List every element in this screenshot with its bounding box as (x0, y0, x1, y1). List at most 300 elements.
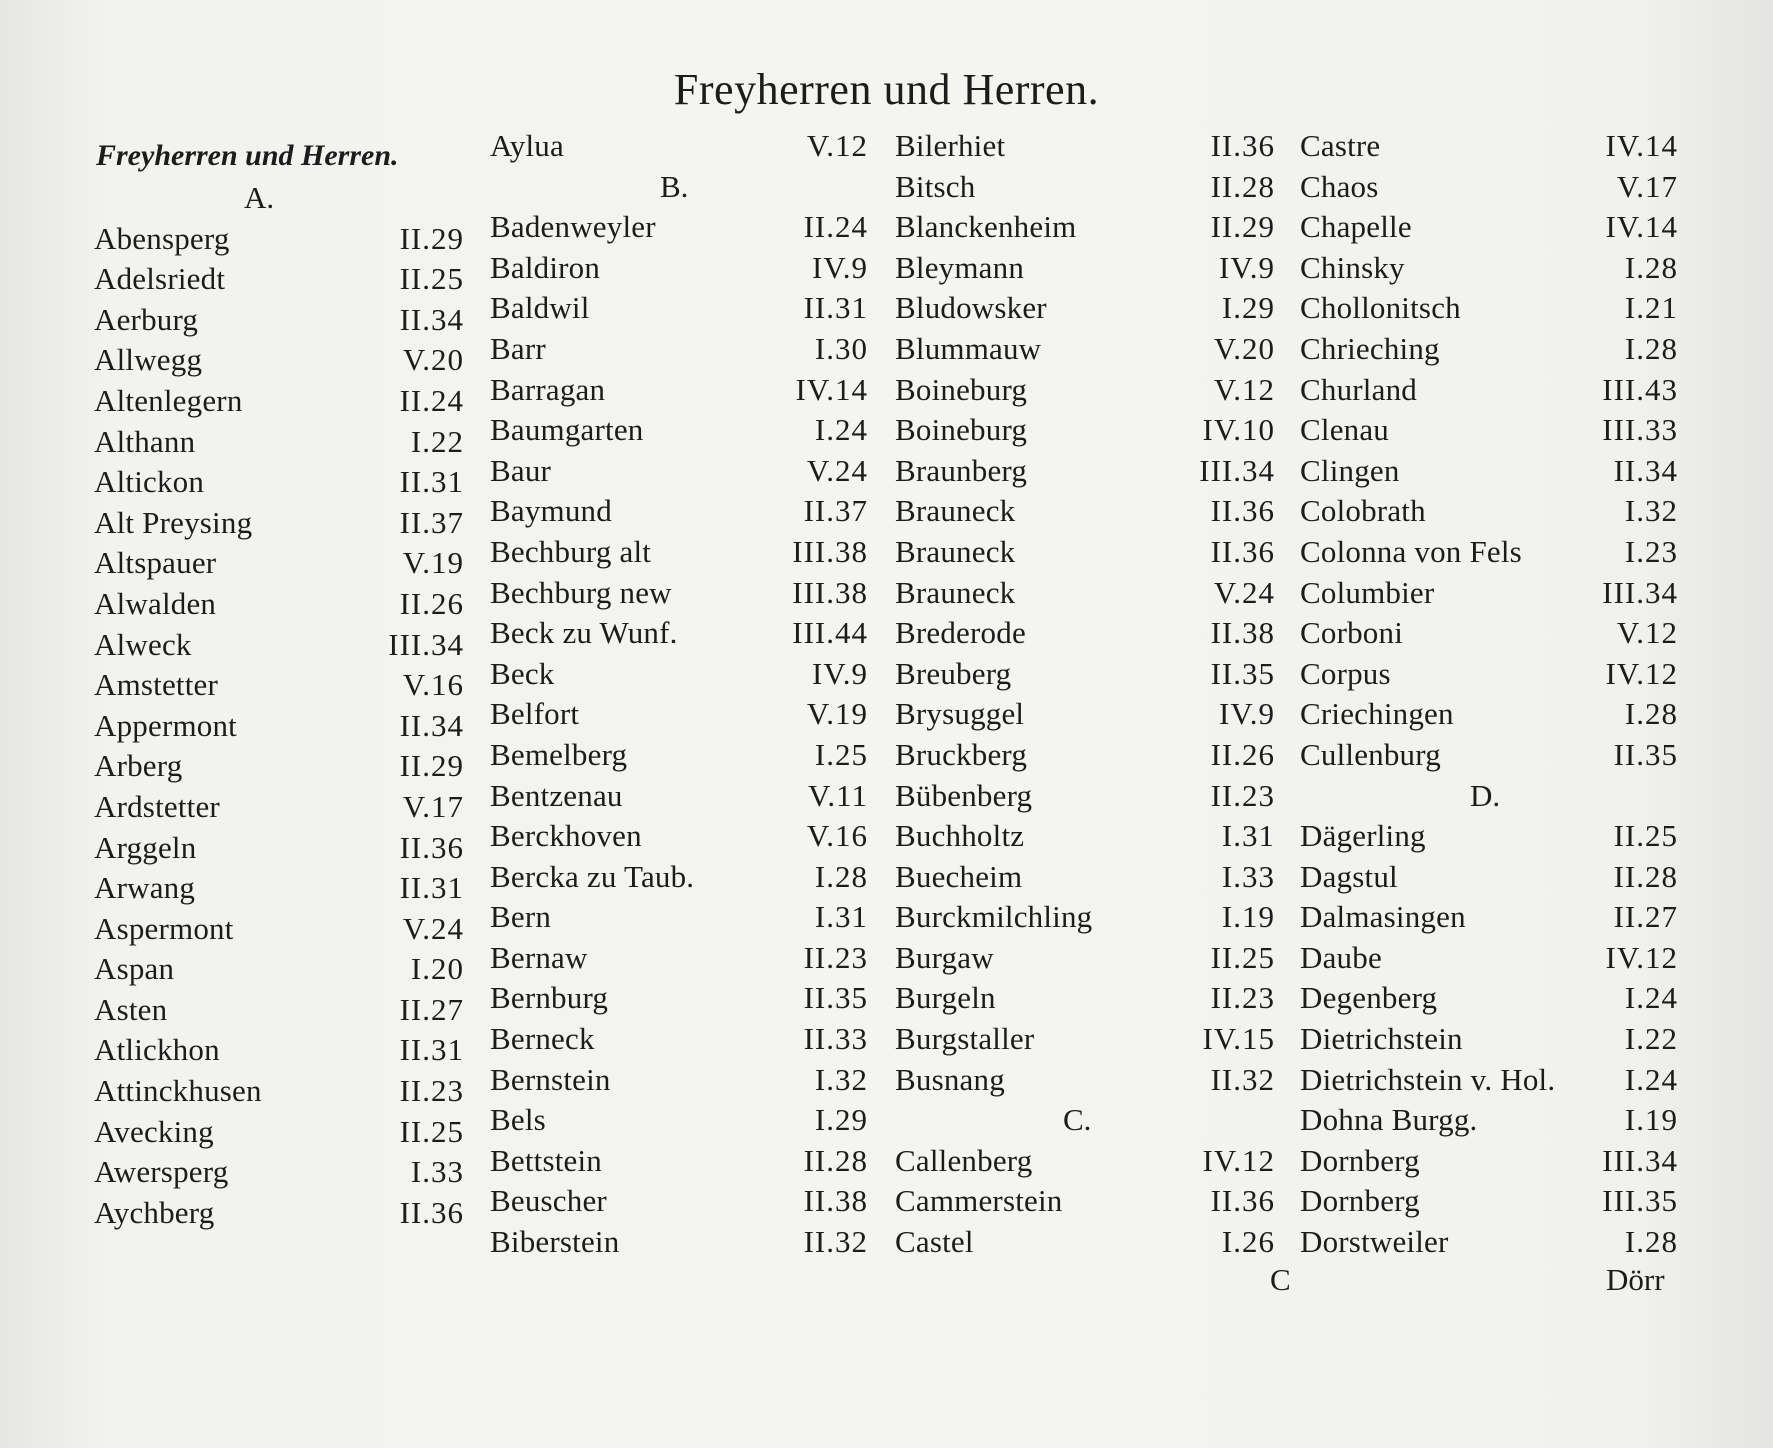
entry-reference: II.27 (399, 991, 464, 1027)
index-entry (895, 329, 1275, 370)
entry-name: Churland (1300, 371, 1417, 407)
entry-reference: V.12 (1616, 615, 1678, 651)
entry-name: Boineburg (895, 371, 1028, 407)
entry-name: Alweck (94, 626, 192, 662)
index-entry (895, 978, 1275, 1019)
entry-name: Baymund (490, 493, 612, 529)
entry-name: Arwang (94, 870, 196, 906)
index-entry (1300, 1060, 1678, 1101)
entry-name: Criechingen (1300, 696, 1454, 732)
entry-name: Awersperg (94, 1154, 229, 1190)
catchword: Dörr (1606, 1262, 1665, 1297)
index-entry (895, 207, 1275, 248)
entry-reference: III.43 (1602, 371, 1678, 407)
index-entry (1300, 613, 1678, 654)
entry-reference: II.28 (803, 1142, 868, 1178)
index-entry (895, 1222, 1275, 1263)
entry-name: Chrieching (1300, 330, 1440, 366)
entry-name: Burckmilchling (895, 899, 1093, 935)
index-entry (490, 857, 868, 898)
entry-name: Bercka zu Taub. (490, 858, 695, 894)
entry-reference: II.34 (1613, 452, 1678, 488)
index-entry (1300, 1222, 1678, 1263)
entry-reference: II.29 (399, 748, 464, 784)
entry-reference: I.24 (1624, 980, 1678, 1016)
entry-reference: I.22 (410, 423, 464, 459)
index-entry (1300, 735, 1678, 776)
entry-name: Daube (1300, 939, 1382, 975)
index-entry (94, 787, 464, 828)
entry-name: Avecking (94, 1113, 214, 1149)
entry-reference: IV.15 (1202, 1021, 1275, 1057)
index-entry (895, 816, 1275, 857)
index-entry (490, 816, 868, 857)
entry-reference: IV.10 (1202, 412, 1275, 448)
entry-reference: II.27 (1613, 899, 1678, 935)
entry-reference: I.30 (814, 330, 868, 366)
index-entry (895, 938, 1275, 979)
entry-name: Aylua (490, 128, 564, 163)
entry-name: Dornberg (1300, 1142, 1420, 1178)
entry-name: Baur (490, 452, 552, 488)
index-entry (490, 248, 868, 289)
index-entry (490, 1100, 868, 1141)
entry-name: Bechburg new (490, 574, 672, 610)
index-entry (895, 410, 1275, 451)
entry-reference: I.24 (814, 412, 868, 448)
entry-reference: V.16 (402, 667, 464, 703)
index-entry (94, 340, 464, 381)
index-entry (94, 381, 464, 422)
entry-reference: II.26 (1210, 736, 1275, 772)
index-entry (94, 1030, 464, 1071)
index-entry (895, 370, 1275, 411)
entry-reference: II.28 (1613, 858, 1678, 894)
index-entry (1300, 1019, 1678, 1060)
index-entry (490, 897, 868, 938)
entry-reference: IV.9 (812, 249, 868, 285)
entry-name: Biberstein (490, 1224, 620, 1260)
entry-name: Baldiron (490, 249, 601, 285)
entry-name: Blummauw (895, 330, 1042, 366)
entry-name: Bleymann (895, 249, 1025, 285)
entry-reference: II.36 (1210, 533, 1275, 569)
index-entry (895, 167, 1275, 208)
entry-reference: II.25 (1210, 939, 1275, 975)
entry-reference: IV.12 (1202, 1142, 1275, 1178)
index-entry (490, 126, 868, 167)
entry-reference: I.31 (1221, 818, 1275, 854)
index-entry (94, 746, 464, 787)
entry-reference: IV.9 (812, 655, 868, 691)
entry-name: Beck (490, 655, 555, 691)
entry-name: Atlickhon (94, 1032, 220, 1068)
entry-reference: II.36 (1210, 493, 1275, 529)
index-entry (1300, 207, 1678, 248)
index-entry (94, 828, 464, 869)
index-entry (490, 938, 868, 979)
index-entry (490, 735, 868, 776)
entry-name: Bels (490, 1102, 546, 1138)
entry-name: Aychberg (94, 1194, 215, 1230)
entry-name: Corboni (1300, 615, 1404, 651)
index-entry (490, 329, 868, 370)
index-entry (490, 573, 868, 614)
entry-reference: III.34 (1602, 1142, 1678, 1178)
index-entry (895, 573, 1275, 614)
entry-name: Barr (490, 330, 546, 366)
entry-name: Clenau (1300, 412, 1390, 448)
entry-name: Breuberg (895, 655, 1012, 691)
index-entry (94, 503, 464, 544)
entry-name: Bernburg (490, 980, 609, 1016)
entry-reference: II.25 (399, 261, 464, 297)
index-entry (1300, 491, 1678, 532)
entry-name: Bemelberg (490, 736, 628, 772)
entry-name: Arberg (94, 748, 183, 784)
entry-reference: I.25 (814, 736, 868, 772)
entry-name: Dohna Burgg. (1300, 1102, 1478, 1138)
entry-name: Cammerstein (895, 1183, 1063, 1219)
entry-reference: I.31 (814, 899, 868, 935)
index-entry (1300, 126, 1678, 167)
entry-reference: I.28 (1624, 1224, 1678, 1260)
entry-reference: I.23 (1624, 533, 1678, 569)
entry-name: Dornberg (1300, 1183, 1420, 1219)
entry-reference: III.38 (792, 533, 868, 569)
index-entry (490, 410, 868, 451)
index-entry (94, 1152, 464, 1193)
entry-name: Brysuggel (895, 696, 1025, 732)
entry-reference: IV.9 (1219, 249, 1275, 285)
entry-name: Colonna von Fels (1300, 533, 1522, 569)
entry-reference: II.29 (399, 220, 464, 256)
entry-reference: V.11 (808, 777, 868, 813)
entry-reference: IV.14 (1605, 209, 1678, 245)
entry-name: Alwalden (94, 585, 217, 621)
entry-reference: IV.12 (1605, 655, 1678, 691)
index-entry (94, 990, 464, 1031)
index-entry (895, 1181, 1275, 1222)
entry-name: Alt Preysing (94, 504, 253, 540)
entry-name: Appermont (94, 707, 237, 743)
entry-reference: II.34 (399, 707, 464, 743)
entry-reference: II.35 (1613, 736, 1678, 772)
index-entry (1300, 1181, 1678, 1222)
index-entry (490, 654, 868, 695)
entry-name: Dietrichstein v. Hol. (1300, 1061, 1556, 1097)
index-entry (1300, 857, 1678, 898)
section-letter: C. (1063, 1102, 1092, 1138)
index-entry (1300, 248, 1678, 289)
entry-name: Brauneck (895, 533, 1016, 569)
entry-name: Busnang (895, 1061, 1005, 1097)
index-entry (1300, 451, 1678, 492)
index-entry (895, 288, 1275, 329)
entry-reference: II.25 (399, 1113, 464, 1149)
index-entry (1300, 410, 1678, 451)
entry-reference: III.34 (1602, 574, 1678, 610)
entry-reference: I.28 (1624, 696, 1678, 732)
index-entry (490, 776, 868, 817)
entry-reference: II.23 (1210, 777, 1275, 813)
entry-reference: III.44 (792, 615, 868, 651)
entry-reference: V.24 (806, 452, 868, 488)
index-entry (490, 694, 868, 735)
entry-reference: III.34 (1199, 452, 1275, 488)
entry-reference: II.38 (1210, 615, 1275, 651)
index-entry (895, 1141, 1275, 1182)
entry-name: Buecheim (895, 858, 1023, 894)
entry-name: Badenweyler (490, 209, 656, 245)
index-entry (895, 613, 1275, 654)
entry-reference: II.29 (1210, 209, 1275, 245)
entry-reference: I.21 (1624, 290, 1678, 326)
entry-name: Bern (490, 899, 552, 935)
entry-name: Althann (94, 423, 196, 459)
entry-name: Chapelle (1300, 209, 1412, 245)
index-entry (94, 584, 464, 625)
entry-name: Brauneck (895, 493, 1016, 529)
index-entry (94, 706, 464, 747)
entry-reference: V.17 (402, 788, 464, 824)
entry-name: Bruckberg (895, 736, 1028, 772)
entry-reference: I.28 (814, 858, 868, 894)
index-entry (895, 735, 1275, 776)
index-entry (895, 248, 1275, 289)
entry-name: Castre (1300, 128, 1381, 163)
index-entry (94, 422, 464, 463)
entry-name: Abensperg (94, 220, 230, 256)
entry-reference: II.31 (803, 290, 868, 326)
index-entry (1300, 897, 1678, 938)
entry-name: Bludowsker (895, 290, 1047, 326)
entry-reference: V.12 (806, 128, 868, 163)
index-entry (490, 532, 868, 573)
entry-reference: I.26 (1221, 1224, 1275, 1260)
index-column-b (490, 126, 868, 1263)
entry-reference: II.23 (1210, 980, 1275, 1016)
entry-reference: II.36 (399, 829, 464, 865)
entry-name: Adelsriedt (94, 261, 226, 297)
entry-reference: II.37 (803, 493, 868, 529)
entry-reference: V.16 (806, 818, 868, 854)
index-entry (1300, 694, 1678, 735)
entry-reference: II.34 (399, 301, 464, 337)
index-entry (490, 288, 868, 329)
entry-name: Bitsch (895, 168, 976, 204)
entry-name: Chollonitsch (1300, 290, 1461, 326)
entry-name: Berneck (490, 1021, 595, 1057)
index-entry (895, 897, 1275, 938)
entry-name: Aspan (94, 951, 175, 987)
index-entry (1300, 1141, 1678, 1182)
entry-name: Bübenberg (895, 777, 1033, 813)
index-entry (94, 1193, 464, 1234)
index-entry (1300, 978, 1678, 1019)
entry-reference: I.33 (1221, 858, 1275, 894)
entry-name: Attinckhusen (94, 1073, 262, 1109)
entry-name: Boineburg (895, 412, 1028, 448)
entry-name: Asten (94, 991, 168, 1027)
index-entry (94, 868, 464, 909)
index-entry (94, 665, 464, 706)
entry-name: Degenberg (1300, 980, 1438, 1016)
entry-reference: II.36 (1210, 128, 1275, 163)
section-heading: Freyherren und Herren. (96, 139, 399, 172)
entry-reference: II.36 (1210, 1183, 1275, 1219)
entry-reference: V.20 (1213, 330, 1275, 366)
entry-reference: II.33 (803, 1021, 868, 1057)
entry-name: Burgstaller (895, 1021, 1035, 1057)
entry-name: Chaos (1300, 168, 1379, 204)
entry-name: Burgeln (895, 980, 996, 1016)
index-entry (895, 1019, 1275, 1060)
entry-reference: V.17 (1616, 168, 1678, 204)
index-entry (895, 532, 1275, 573)
entry-reference: II.23 (399, 1073, 464, 1109)
index-entry (94, 1071, 464, 1112)
entry-name: Ardstetter (94, 788, 220, 824)
entry-reference: II.31 (399, 464, 464, 500)
catchword-letter: C (1270, 1262, 1291, 1297)
entry-name: Beuscher (490, 1183, 607, 1219)
entry-name: Arggeln (94, 829, 197, 865)
entry-reference: II.26 (399, 585, 464, 621)
index-column-a (94, 126, 464, 1233)
entry-reference: II.25 (1613, 818, 1678, 854)
index-entry (94, 462, 464, 503)
entry-name: Clingen (1300, 452, 1400, 488)
index-entry (94, 949, 464, 990)
entry-name: Corpus (1300, 655, 1391, 691)
entry-reference: III.35 (1602, 1183, 1678, 1219)
index-entry (490, 1222, 868, 1263)
entry-name: Brauneck (895, 574, 1016, 610)
entry-name: Berckhoven (490, 818, 642, 854)
entry-reference: I.33 (410, 1154, 464, 1190)
entry-name: Dorstweiler (1300, 1224, 1449, 1260)
index-entry (490, 1019, 868, 1060)
index-entry (895, 654, 1275, 695)
entry-name: Columbier (1300, 574, 1435, 610)
index-entry (1300, 532, 1678, 573)
entry-name: Cullenburg (1300, 736, 1441, 772)
entry-reference: I.29 (814, 1102, 868, 1138)
entry-name: Dagstul (1300, 858, 1398, 894)
entry-name: Bettstein (490, 1142, 603, 1178)
entry-reference: II.35 (803, 980, 868, 1016)
entry-reference: I.32 (1624, 493, 1678, 529)
entry-name: Altickon (94, 464, 205, 500)
index-entry (490, 1060, 868, 1101)
entry-name: Callenberg (895, 1142, 1033, 1178)
entry-name: Castel (895, 1224, 974, 1260)
entry-name: Bernstein (490, 1061, 611, 1097)
entry-reference: III.33 (1602, 412, 1678, 448)
entry-name: Altspauer (94, 545, 217, 581)
entry-reference: IV.12 (1605, 939, 1678, 975)
entry-reference: I.20 (410, 951, 464, 987)
index-entry (895, 694, 1275, 735)
entry-name: Aerburg (94, 301, 199, 337)
entry-name: Dalmasingen (1300, 899, 1466, 935)
index-entry (94, 300, 464, 341)
index-entry (94, 259, 464, 300)
entry-reference: II.36 (399, 1194, 464, 1230)
index-entry (490, 491, 868, 532)
index-column-d (1300, 126, 1678, 1263)
index-entry (895, 491, 1275, 532)
entry-name: Braunberg (895, 452, 1028, 488)
index-entry (1300, 654, 1678, 695)
entry-name: Baumgarten (490, 412, 644, 448)
index-entry (895, 126, 1275, 167)
index-entry (895, 857, 1275, 898)
entry-reference: IV.14 (795, 371, 868, 407)
entry-name: Burgaw (895, 939, 994, 975)
index-entry (895, 1060, 1275, 1101)
entry-reference: II.24 (399, 382, 464, 418)
entry-reference: V.12 (1213, 371, 1275, 407)
entry-name: Blanckenheim (895, 209, 1077, 245)
entry-name: Bechburg alt (490, 533, 652, 569)
entry-reference: I.19 (1221, 899, 1275, 935)
index-entry (490, 613, 868, 654)
section-letter: B. (660, 168, 689, 204)
index-entry (490, 451, 868, 492)
index-entry (490, 207, 868, 248)
entry-reference: I.22 (1624, 1021, 1678, 1057)
entry-reference: II.32 (1210, 1061, 1275, 1097)
entry-reference: I.28 (1624, 249, 1678, 285)
index-entry (895, 451, 1275, 492)
entry-name: Altenlegern (94, 382, 243, 418)
entry-name: Colobrath (1300, 493, 1426, 529)
entry-name: Aspermont (94, 910, 234, 946)
index-entry (94, 909, 464, 950)
entry-reference: I.28 (1624, 330, 1678, 366)
entry-reference: IV.14 (1605, 128, 1678, 163)
entry-reference: II.38 (803, 1183, 868, 1219)
entry-reference: III.38 (792, 574, 868, 610)
entry-reference: I.19 (1624, 1102, 1678, 1138)
entry-name: Bentzenau (490, 777, 623, 813)
entry-reference: I.32 (814, 1061, 868, 1097)
entry-reference: II.31 (399, 870, 464, 906)
entry-reference: V.19 (806, 696, 868, 732)
entry-reference: III.34 (388, 626, 464, 662)
page-title: Freyherren und Herren. (673, 65, 1100, 114)
entry-reference: V.20 (402, 342, 464, 378)
index-entry (1300, 329, 1678, 370)
entry-reference: II.37 (399, 504, 464, 540)
entry-name: Dietrichstein (1300, 1021, 1463, 1057)
entry-name: Buchholtz (895, 818, 1025, 854)
index-entry (94, 543, 464, 584)
entry-reference: V.24 (402, 910, 464, 946)
index-entry (1300, 1100, 1678, 1141)
section-letter: A. (244, 180, 275, 215)
entry-reference: IV.9 (1219, 696, 1275, 732)
entry-name: Bernaw (490, 939, 588, 975)
entry-reference: II.35 (1210, 655, 1275, 691)
entry-name: Brederode (895, 615, 1026, 651)
index-entry (1300, 167, 1678, 208)
entry-name: Dägerling (1300, 818, 1426, 854)
index-entry (1300, 938, 1678, 979)
entry-reference: V.24 (1213, 574, 1275, 610)
